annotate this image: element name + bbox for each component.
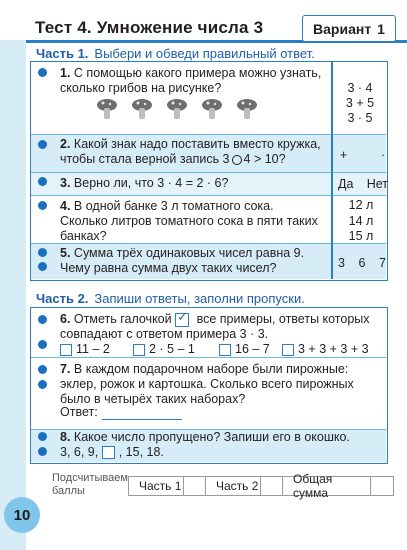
task4-answers <box>334 198 388 245</box>
score-cell-part1: Часть 1 <box>129 477 184 495</box>
task6-prefix: Отметь галочкой <box>73 312 172 326</box>
task3-answer-option[interactable]: Да <box>338 177 354 191</box>
task5-line1: Сумма трёх одинаковых чисел равна 9. <box>73 246 305 260</box>
task4-number: 4. <box>60 199 71 213</box>
task6-option-2[interactable]: 2 · 5 – 1 <box>133 342 195 356</box>
task7-answer-label: Ответ: <box>60 405 98 419</box>
task4-line1: В одной банке 3 л томатного сока. <box>73 199 274 213</box>
part2-label: Часть 2. <box>36 291 89 306</box>
task1-answer-option[interactable]: 3 · 5 <box>347 111 373 125</box>
task6-option-4[interactable]: 3 + 3 + 3 + 3 <box>282 342 369 356</box>
checkbox-icon[interactable] <box>60 344 72 356</box>
task3-line: Верно ли, что 3 · 4 = 2 · 6? <box>73 176 229 190</box>
task4-text <box>60 199 332 244</box>
page-number: 10 <box>4 497 40 533</box>
missing-number-box[interactable] <box>102 446 115 459</box>
task6-suffix: все примеры, ответы которых <box>196 312 370 326</box>
task2-answer-option[interactable]: + <box>340 148 348 162</box>
task1-number: 1. <box>60 66 71 80</box>
task3-answer-option[interactable]: Нет <box>366 177 388 191</box>
bullet-task7 <box>38 365 47 374</box>
bullet-task2 <box>38 140 47 149</box>
task1-answers <box>332 81 388 126</box>
task2-answer-option[interactable]: · <box>380 148 385 162</box>
task8-text <box>60 430 385 460</box>
task6-option-3[interactable]: 16 – 7 <box>219 342 270 356</box>
task4-answer-option[interactable]: 14 л <box>348 213 374 228</box>
bullet-task1 <box>38 68 47 77</box>
bullet-task8 <box>38 432 47 441</box>
bullet-task6 <box>38 315 47 324</box>
task5-answers <box>338 256 386 270</box>
checkbox-icon[interactable] <box>133 344 145 356</box>
task8-sequence-suffix: , 15, 18. <box>118 445 164 459</box>
task8-line: Какое число пропущено? Запиши его в окошко. <box>73 430 350 444</box>
mushroom-icon <box>95 97 119 121</box>
task2-line1: Какой знак надо поставить вместо кружка, <box>73 137 321 151</box>
task7-answer-row <box>60 405 182 420</box>
task1-text <box>60 66 330 96</box>
score-table <box>128 472 394 500</box>
page-title: Тест 4. Умножение числа 3 <box>35 18 264 37</box>
task8-sequence-prefix: 3, 6, 9, <box>60 445 99 459</box>
part1-label: Часть 1. <box>36 46 89 61</box>
variant-number: 1 <box>377 20 385 37</box>
task7-text <box>60 362 385 407</box>
task6-text <box>60 312 380 342</box>
score-cell-total: Общая сумма <box>283 477 371 495</box>
score-label: Подсчитываем баллы <box>52 472 128 497</box>
bullet-task5-b <box>38 262 47 271</box>
score-input-part1[interactable] <box>184 477 206 495</box>
task7-line1: В каждом подарочном наборе были пирожные: <box>73 362 349 376</box>
task1-line1: С помощью какого примера можно узнать, <box>73 66 322 80</box>
task6-line2: совпадают с ответом примера 3 · 3. <box>60 327 269 341</box>
bullet-task8-b <box>38 447 47 456</box>
bullet-task4 <box>38 201 47 210</box>
task7-number: 7. <box>60 362 71 376</box>
task1-answer-option[interactable]: 3 · 4 <box>347 81 373 95</box>
task2-text <box>60 137 332 167</box>
task4-answer-option[interactable]: 15 л <box>348 229 374 243</box>
mushroom-icon <box>200 97 224 121</box>
mushroom-icon <box>165 97 189 121</box>
task5-number: 5. <box>60 246 71 260</box>
task2-line2-prefix: чтобы стала верной запись 3 <box>60 152 230 166</box>
mushroom-icon <box>235 97 259 121</box>
task2-number: 2. <box>60 137 71 151</box>
checkmark-icon <box>175 313 189 327</box>
task1-line2: сколько грибов на рисунке? <box>60 81 222 95</box>
task7-answer-input[interactable] <box>102 408 182 420</box>
part1-instruction: Выбери и обведи правильный ответ. <box>94 46 315 61</box>
task6-option-1[interactable]: 11 – 2 <box>60 342 110 356</box>
task1-answer-option[interactable]: 3 + 5 <box>345 96 375 110</box>
task4-line2: Сколько литров томатного сока в пяти таких <box>60 214 318 228</box>
variant-label: Вариант <box>313 20 372 37</box>
bullet-task3 <box>38 177 47 186</box>
score-input-part2[interactable] <box>261 477 283 495</box>
mushroom-icon <box>130 97 154 121</box>
task4-line3: банках? <box>60 229 107 243</box>
left-margin-strip <box>0 0 26 550</box>
bullet-task7-b <box>38 380 47 389</box>
task4-answer-option[interactable]: 12 л <box>348 198 374 212</box>
task3-answers <box>338 177 388 191</box>
circle-placeholder-icon <box>232 155 242 165</box>
part1-heading <box>36 46 315 61</box>
part2-instruction: Запиши ответы, заполни пропуски. <box>94 291 305 306</box>
task5-text <box>60 246 332 276</box>
checkbox-icon[interactable] <box>282 344 294 356</box>
variant-badge <box>302 15 396 42</box>
task5-answer-option[interactable]: 6 <box>358 256 366 270</box>
task5-line2: Чему равна сумма двух таких чисел? <box>60 261 277 275</box>
part2-heading <box>36 291 305 306</box>
task7-line2: эклер, рожок и картошка. Сколько всего пирожных <box>60 377 354 391</box>
task7-line3: было в четырёх таких наборах? <box>60 392 246 406</box>
bullet-task5-a <box>38 248 47 257</box>
score-cell-part2: Часть 2 <box>206 477 261 495</box>
task5-answer-option[interactable]: 3 <box>338 256 345 270</box>
bullet-task6-b <box>38 340 47 349</box>
task3-text <box>60 176 332 191</box>
task3-number: 3. <box>60 176 71 190</box>
task2-line2-suffix: 4 > 10? <box>243 152 286 166</box>
checkbox-icon[interactable] <box>219 344 231 356</box>
task2-answers <box>340 148 385 162</box>
task8-number: 8. <box>60 430 71 444</box>
score-input-total[interactable] <box>371 477 393 495</box>
task5-answer-option[interactable]: 7 <box>379 256 386 270</box>
task6-number: 6. <box>60 312 71 326</box>
